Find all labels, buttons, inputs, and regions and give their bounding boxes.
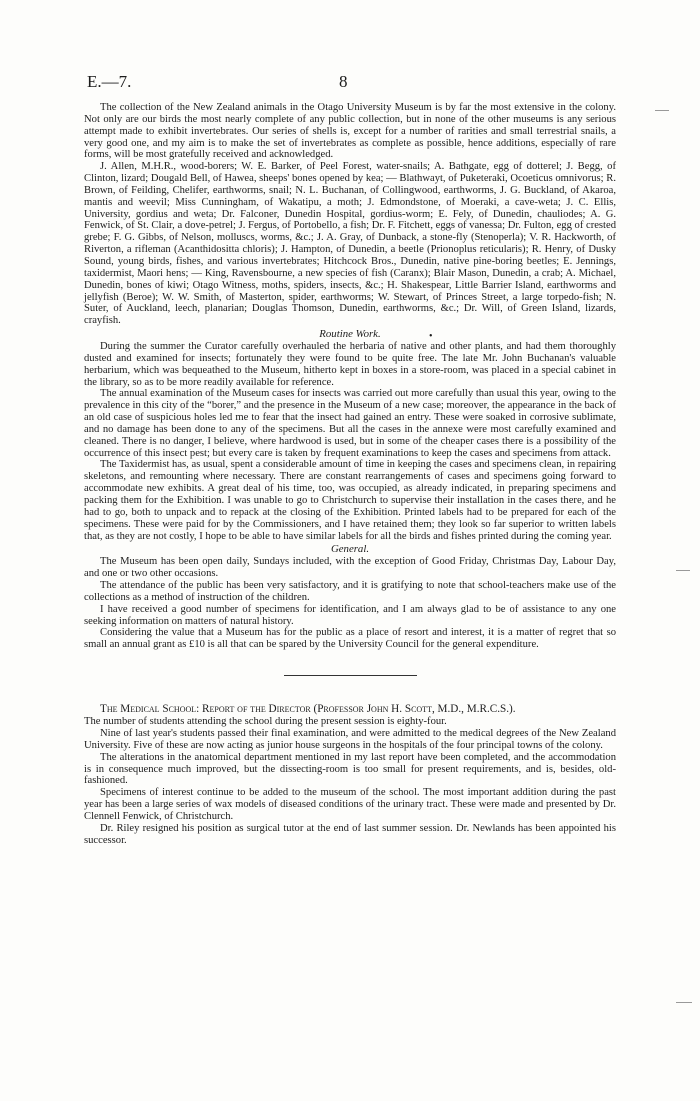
page-number: 8 (339, 72, 348, 91)
routine-paragraph-herbaria: During the summer the Curator carefully overhauled the herbaria of native and other plants, and had them thoroughly dusted and examined for insects; fortunately they were found to be quite free. The late Mr. John Buchanan's valuable herbarium, which was bequeathed to the Museum, hitherto kept in boxes in a store-room, was placed in a special cabinet in the library, so as to be more readily available for reference. (84, 341, 616, 388)
page-header (87, 72, 613, 94)
routine-paragraph-taxidermist: The Taxidermist has, as usual, spent a considerable amount of time in keeping the cases and specimens clean, in repairing skeletons, and remounting where necessary. There are constant rearrangements of cases and specimens going forward to accommodate new exhibits. A great deal of his time, too, was occupied, as already indicated, in preparing specimens and packing them for the Exhibition. I was unable to go to Christchurch to supervise their installation in the cases there, and he had to go, both to unpack and to repack at the closing of the Exhibition. Printed labels had to be prepared for each of the specimens. These were paid for by the Commissioners, and I have retained them; they look so far superior to written labels that, as they are not costly, I hope to be able to have similar labels for all the birds and fishes printed during the coming year. (84, 459, 616, 542)
general-paragraph-specimens: I have received a good number of specimens for identification, and I am always glad to be of assistance to any one seeking information on matters of natural history. (84, 603, 616, 627)
section-divider (284, 675, 417, 676)
medical-school-heading: The Medical School: Report of the Director (Professor John H. Scott, M.D., M.R.C.S.). (100, 703, 516, 716)
medical-paragraph-museum: Specimens of interest continue to be added to the museum of the school. The most important addition during the past year has been a large series of wax models of diseased conditions of the urinary tract. These were made and presented by Dr. Clennell Fenwick, of Christchurch. (84, 787, 616, 822)
document-reference: E.—7. (87, 72, 132, 91)
page-content (84, 102, 616, 846)
margin-dash (676, 1002, 692, 1003)
general-paragraph-attendance: The attendance of the public has been very satisfactory, and it is gratifying to note that school-teachers make use of the collections as a method of instruction of the children. (84, 580, 616, 603)
medical-paragraph-alterations: The alterations in the anatomical department mentioned in my last report have been completed, and the accommodation is in consequence much improved, but the dissecting-room is too small for present requirements, and is, besides, old-fashioned. (84, 751, 616, 787)
donor-list-paragraph: J. Allen, M.H.R., wood-borers; W. E. Barker, of Peel Forest, water-snails; A. Bathgate, egg of dotterel; J. Begg, of Clinton, lizard; Dougald Bell, of Hawea, sheeps' bones opened by kea; — Blathwayt, of Puketeraki, Ocoeticus omnivorus; R. Brown, of Feilding, Chelifer, earthworms, snail; N. L. Buchanan, of Collingwood, earthworms, J. G. Buckland, of Akaroa, mantis and weevil; Miss Cunningham, of Wakatipu, a moth; J. Edmondstone, of Moeraki, a cave-weta; J. C. Ellis, University, gordius and weta; Dr. Falconer, Dunedin Hospital, gordius-worm; E. Fely, of Dunedin, chauliodes; A. G. Fenwick, of St. Clair, a dove-petrel; J. Fergus, of Portobello, a fish; Dr. F. Fitchett, eggs of vanessa; Dr. Fulton, egg of crested grebe; F. G. Gibbs, of Nelson, molluscs, worms, &c.; J. A. Gray, of Dunback, a stone-fly (Stenoperla); V. R. Hackworth, of Riverton, a rifleman (Acanthidositta chloris); J. Hampton, of Dunedin, a beetle (Prionoplus reticularis); R. Henry, of Dusky Sound, young birds, fishes, and various invertebrates; Hitchcock Bros., Dunedin, native pine-boring beetles; E. Jennings, taxidermist, Maori hens; — King, Ravensbourne, a new species of fish (Caranx); Blair Mason, Dunedin, a crab; A. Michael, Dunedin, bones of kiwi; Otago Witness, moths, spiders, insects, &c.; H. Shakespear, Little Barrier Island, earthworms and jellyfish (Beroe); W. W. Smith, of Masterton, spider, earthworms; W. Stewart, of Princes Street, a large torpedo-fish; N. Suter, of Auckland, leech, planarian; Douglas Thomson, Dunedin, earthworms, &c.; Dr. Will, of Green Island, lizards, crayfish. (84, 161, 616, 327)
margin-dash (655, 110, 669, 111)
margin-dash (676, 570, 690, 571)
general-paragraph-grant: Considering the value that a Museum has for the public as a place of resort and interest, it is a matter of regret that so small an annual grant as £10 is all that can be spared by the University Council for the general expenditure. (84, 627, 616, 651)
medical-paragraph-students: The number of students attending the school during the present session is eighty-four. (84, 716, 447, 728)
routine-work-heading: Routine Work. (319, 328, 381, 341)
general-heading: General. (330, 543, 370, 556)
medical-paragraph-graduates: Nine of last year's students passed their final examination, and were admitted to the medical degrees of the New Zealand University. Five of these are now acting as junior house surgeons in the hospitals of the four principal towns of the colony. (84, 727, 616, 751)
medical-paragraph-tutor: Dr. Riley resigned his position as surgical tutor at the end of last summer session. Dr. Newlands has been appointed his successor. (84, 822, 616, 846)
general-paragraph-opening: The Museum has been open daily, Sundays included, with the exception of Good Friday, Christmas Day, Labour Day, and one or two other occasions. (84, 556, 616, 580)
routine-paragraph-insects: The annual examination of the Museum cases for insects was carried out more carefully than usual this year, owing to the prevalence in this city of the “borer,” and the presence in the Museum of a new case; moreover, the appearance in the back of an old case of suspicious holes led me to fear that the insect had gained an entry. These were soaked in corrosive sublimate, and no damage has been done to any of the specimens. But all the cases in the annexe were most carefully examined and cleaned. There is no danger, I believe, where hardwood is used, but in some of the cheaper cases there is a possibility of the occurrence of this insect pest; but every care is taken by frequent examinations to keep the cases and specimens from attack. (84, 388, 616, 459)
ink-dot-mark: • (429, 331, 433, 342)
museum-collection-paragraph: The collection of the New Zealand animals in the Otago University Museum is by far the most extensive in the colony. Not only are our birds the most nearly complete of any public collection, but in none of the other museums is any serious attempt made to exhibit invertebrates. Our series of shells is, except for a number of rarities and small terrestrial snails, a very good one, and my aim is to make the set of invertebrates as complete as possible, hence additions, especially of rare forms, will be most gratefully received and acknowledged. (84, 102, 616, 161)
